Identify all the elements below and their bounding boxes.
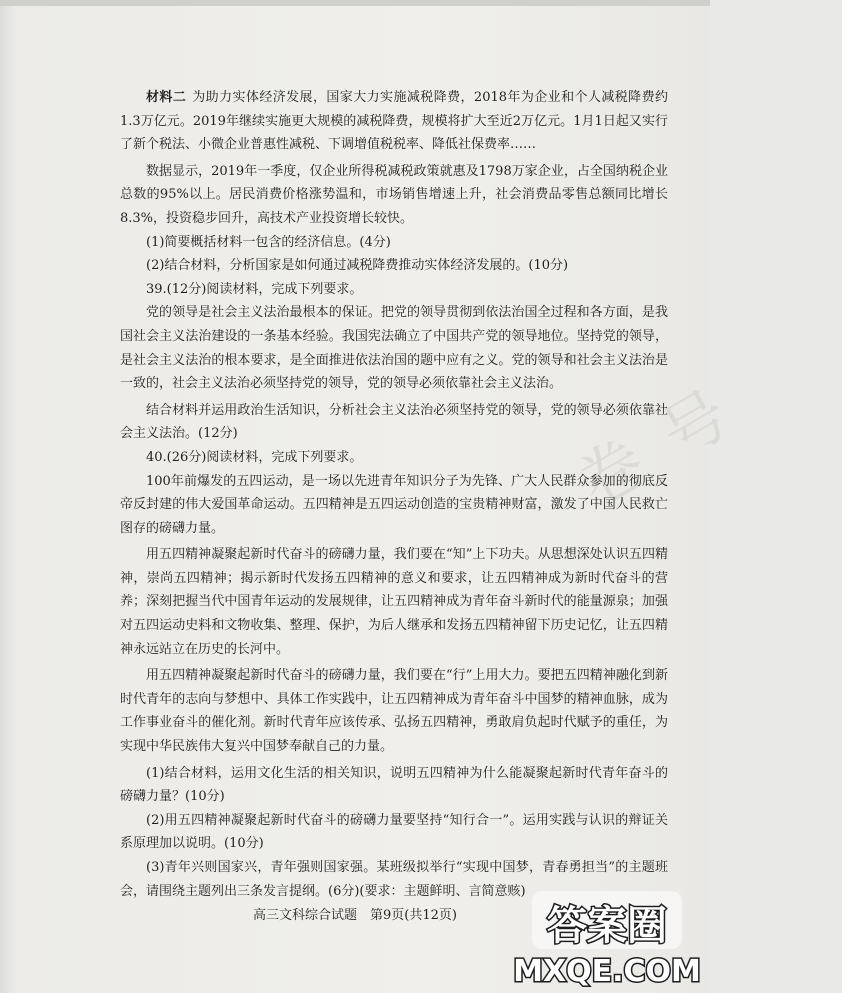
material2-label: 材料二 (146, 90, 187, 105)
page-top-edge (0, 0, 710, 6)
material2-paragraph-1: 材料二 为助力实体经济发展，国家大力实施减税降费，2018年为企业和个人减税降费约1.3万亿元。2019年继续实施更大规模的减税降费，规模将扩大至近2万亿元。1月1日起又实行了新个税法、小微企业普惠性减税、下调增值税税率、降低社保费率…… (120, 90, 668, 153)
svg-text:MXQE.COM: MXQE.COM (513, 954, 701, 989)
q40-paragraph-1: 100年前爆发的五四运动，是一场以先进青年知识分子为先锋、广大人民群众参加的彻底反帝反封建的伟大爱国革命运动。五四精神是五四运动创造的宝贵精神财富，激发了中国人民救亡图存的磅礴力量。 (120, 473, 668, 536)
q40-question-2: (2)用五四精神凝聚起新时代奋斗的磅礴力量要坚持“知行合一”。运用实践与认识的辩证关系原理加以说明。(10分) (120, 812, 668, 852)
q40-question-1: (1)结合材料，运用文化生活的相关知识，说明五四精神为什么能凝聚起新时代青年奋斗的磅礴力量？(10分) (120, 765, 668, 805)
q39-header: 39.(12分)阅读材料，完成下列要求。 (146, 281, 363, 297)
q39-question: 结合材料并运用政治生活知识，分析社会主义法治必须坚持党的领导，党的领导必须依靠社会主义法治。(12分) (120, 402, 668, 442)
q40-header: 40.(26分)阅读材料，完成下列要求。 (146, 449, 363, 465)
svg-text:答案圈: 答案圈 (547, 903, 667, 949)
answer-site-logo (513, 885, 701, 989)
q40-paragraph-2: 用五四精神凝聚起新时代奋斗的磅礴力量，我们要在“知”上下功夫。从思想深处认识五四精神，崇尚五四精神；揭示新时代发扬五四精神的意义和要求，让五四精神成为新时代奋斗的营养；深刻把握当代中国青年运动的发展规律，让五四精神成为青年奋斗新时代的能量源泉；加强对五四运动史料和文物收集、整理、保护，为后人继承和发扬五四精神留下历史记忆，让五四精神永远站立在历史的长河中。 (120, 547, 668, 657)
q40-paragraph-3: 用五四精神凝聚起新时代奋斗的磅礴力量，我们要在“行”上用大力。要把五四精神融化到新时代青年的志向与梦想中、具体工作实践中，让五四精神成为青年奋斗中国梦的精神血脉，成为工作事业奋斗的催化剂。新时代青年应该传承、弘扬五四精神，勇敢肩负起时代赋予的重任，为实现中华民族伟大复兴中国梦奉献自己的力量。 (120, 668, 668, 755)
exam-content (120, 86, 668, 903)
material2-question-1: (1)简要概括材料一包含的经济信息。(4分) (146, 234, 391, 250)
q40-question-3: (3)青年兴则国家兴，青年强则国家强。某班级拟举行“实现中国梦，青春勇担当”的主题班会，请围绕主题列出三条发言提纲。(6分)(要求：主题鲜明、言简意赅) (120, 860, 668, 899)
page-footer: 高三文科综合试题 第9页(共12页) (253, 908, 457, 923)
material2-question-2: (2)结合材料，分析国家是如何通过减税降费推动实体经济发展的。(10分) (146, 258, 569, 274)
logo-graphic (513, 885, 701, 989)
material2-paragraph-2: 数据显示，2019年一季度，仅企业所得税减税政策就惠及1798万家企业，占全国纳税企业总数的95%以上。居民消费价格涨势温和，市场销售增速上升，社会消费品零售总额同比增长8.3%，投资稳步回升，高技术产业投资增长较快。 (120, 163, 668, 226)
background-watermark: 卷 号 (565, 374, 747, 522)
q39-material: 党的领导是社会主义法治最根本的保证。把党的领导贯彻到依法治国全过程和各方面，是我国社会主义法治建设的一条基本经验。我国宪法确立了中国共产党的领导地位。坚持党的领导，是社会主义法治的根本要求，是全面推进依法治国的题中应有之义。党的领导和社会主义法治是一致的，社会主义法治必须坚持党的领导，党的领导必须依靠社会主义法治。 (120, 305, 668, 392)
